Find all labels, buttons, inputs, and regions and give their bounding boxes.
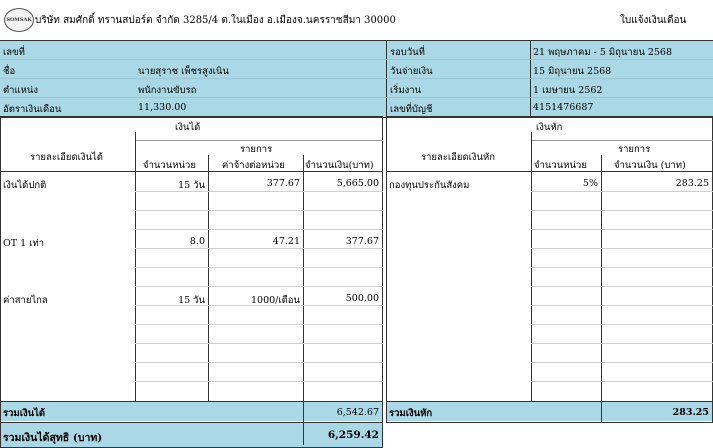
income-row-name: เงินได้ปกติ [3,180,47,191]
income-row-amount: 377.67 [345,236,379,247]
deduction-row-name: กองทุนประกันสังคม [389,180,470,191]
deduction-items-header: รายการ [618,144,651,155]
deduction-detail-header: รายละเอียดเงินหัก [421,152,496,163]
company-logo [4,8,34,32]
income-col-amount: จำนวนเงิน(บาท) [305,160,374,171]
income-row-units: 15 วัน [178,180,205,191]
income-total-value: 6,542.67 [336,407,379,418]
income-row-rate: 377.67 [266,178,300,189]
deduction-section-title: เงินหัก [536,122,563,133]
label-account-no: เลขที่บัญชี [390,104,433,115]
net-income-label: รวมเงินได้สุทธิ (บาท) [3,432,103,444]
label-doc-no: เลขที่ [3,47,25,58]
value-position: พนักงานขับรถ [138,85,197,96]
value-period: 21 พฤษภาคม - 5 มิถุนายน 2568 [533,47,673,58]
income-detail-header: รายละเอียดเงินได้ [30,152,103,163]
value-name: นายสุราช เพ็ชรสูงเนิน [138,66,229,77]
income-section-title: เงินได้ [175,122,201,133]
value-start-date: 1 เมษายน 2562 [533,85,603,96]
value-salary-rate: 11,330.00 [138,102,187,113]
deduction-total-value: 283.25 [672,407,709,418]
income-row-units: 8.0 [189,236,205,247]
income-table [0,116,383,448]
income-row-rate: 1000/เดือน [251,295,300,306]
income-row-name: ค่าสายไกล [3,295,48,306]
deduction-table [386,116,713,426]
employee-info-panel [0,40,713,118]
income-row-rate: 47.21 [272,236,300,247]
income-col-rate: ค่าจ้างต่อหน่วย [222,160,285,171]
deduction-total-label: รวมเงินหัก [389,408,433,419]
value-pay-date: 15 มิถุนายน 2568 [533,66,612,77]
income-items-header: รายการ [240,144,273,155]
income-row-amount: 5,665.00 [336,178,379,189]
company-address: บริษัท สมศักดิ์ ทรานสปอร์ต จำกัด 3285/4 ต.ในเมือง อ.เมืองจ.นครราชสีมา 30000 [35,15,396,26]
label-period: รอบวันที่ [390,47,425,58]
deduction-row-units: 5% [582,178,598,189]
income-col-units: จำนวนหน่วย [143,160,196,171]
label-pay-date: วันจ่ายเงิน [390,66,433,77]
deduction-col-units: จำนวนหน่วย [534,160,587,171]
income-row-amount: 500.00 [345,293,379,304]
value-account-no: 4151476687 [533,102,594,113]
label-start-date: เริ่มงาน [390,85,422,96]
logo-text: SOMSAK [6,17,32,23]
label-salary-rate: อัตราเงินเดือน [3,104,62,115]
label-name: ชื่อ [3,66,16,77]
deduction-row-amount: 283.25 [675,178,709,189]
document-title: ใบแจ้งเงินเดือน [620,15,687,26]
label-position: ตำแหน่ง [3,85,39,96]
income-row-units: 15 วัน [178,295,205,306]
income-total-label: รวมเงินได้ [3,408,46,419]
income-row-name: OT 1 เท่า [3,238,45,249]
deduction-col-amount: จำนวนเงิน (บาท) [614,160,686,171]
net-income-value: 6,259.42 [327,429,379,441]
